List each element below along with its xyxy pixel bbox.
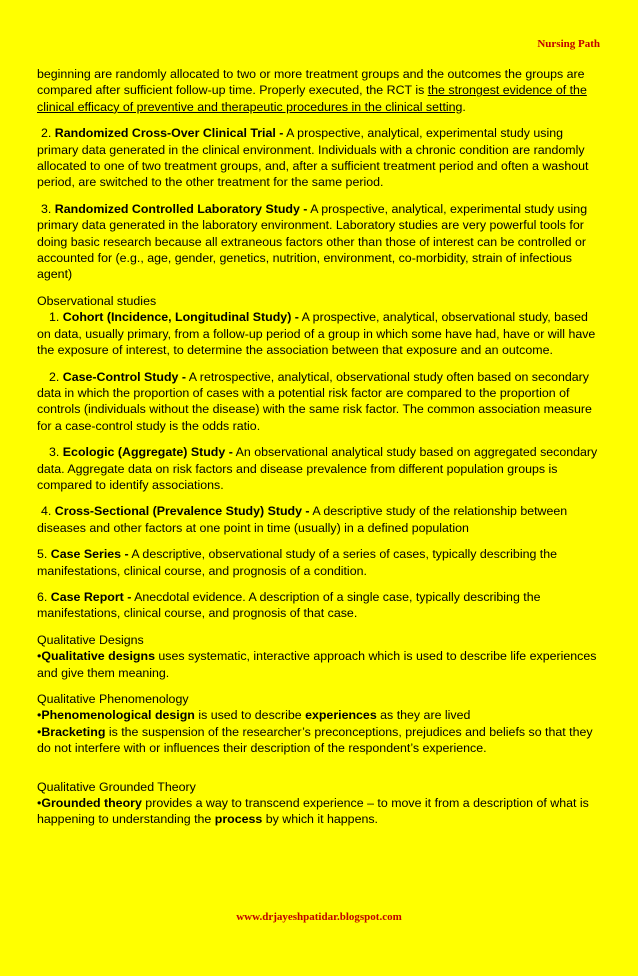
bullet-icon: •	[37, 724, 42, 739]
bullet-icon: •	[37, 796, 42, 811]
item-case-control: 2. Case-Control Study - A retrospective, analytical, observational study often based on secondary data in which the proportion of cases with a potential risk factor are compared to the proportion of controls (individuals without the disease) with the same risk factor. The common association measure for a case-control study is the odds ratio.	[37, 369, 592, 433]
item-case-report: 6. Case Report - Anecdotal evidence. A description of a single case, typically describing the manifestations, clinical course, and prognosis of that case.	[37, 589, 541, 621]
qualitative-section: Qualitative Designs •Qualitative designs uses systematic, interactive approach which is used to describe life experiences and give them meaning.	[37, 632, 597, 680]
section-heading: Qualitative Grounded Theory	[37, 779, 196, 794]
phenomenology-section: Qualitative Phenomenology •Phenomenological design is used to describe experiences as they are lived •Bracketing is the suspension of the researcher’s preconceptions, prejudices and beliefs so that they do not interfere with or influences their description of the respondent’s experience.	[37, 692, 593, 756]
item-cross-over: 2. Randomized Cross-Over Clinical Trial - A prospective, analytical, experimental study using primary data generated in the clinical environment. Individuals with a chronic condition are randomly allocated to one of two treatment groups, and, after a sufficient treatment period and often a washout period, are switched to the other treatment for the same period.	[37, 126, 589, 190]
intro-paragraph: beginning are randomly allocated to two or more treatment groups and the outcomes the groups are compared after sufficient follow-up time. Properly executed, the RCT is the strongest evidence of the clinical efficacy of preventive and therapeutic procedures in the clinical setting.	[37, 67, 587, 114]
underlined-text: the strongest evidence of the clinical efficacy of preventive and therapeutic procedures in the clinical setting	[37, 83, 587, 114]
observational-section: Observational studies 1. Cohort (Incidence, Longitudinal Study) - A prospective, analytical, observational study, based on data, usually primary, from a follow-up period of a group in which some have had, have or will have the exposure of interest, to determine the association between that exposure and an outcome.	[37, 293, 596, 358]
bullet-icon: •	[37, 649, 42, 664]
document-body	[37, 66, 603, 838]
item-case-series: 5. Case Series - A descriptive, observational study of a series of cases, typically describing the manifestations, clinical course, and prognosis of a condition.	[37, 547, 558, 578]
section-heading: Qualitative Designs	[37, 632, 144, 647]
section-heading: Observational studies	[37, 293, 157, 308]
section-heading: Qualitative Phenomenology	[37, 692, 189, 706]
item-lab-study: 3. Randomized Controlled Laboratory Study - A prospective, analytical, experimental study using primary data generated in the laboratory environment. Laboratory studies are very powerful tools for doing basic research because all extraneous factors other than those of interest can be controlled or accounted for (e.g., age, gender, genetics, nutrition, environment, co-morbidity, strain of infectious agent)	[37, 201, 588, 282]
footer-url: www.drjayeshpatidar.blogspot.com	[236, 911, 402, 923]
item-cross-sectional: 4. Cross-Sectional (Prevalence Study) Study - A descriptive study of the relationship between diseases and other factors at one point in time (usually) in a defined population	[37, 504, 568, 535]
item-ecologic: 3. Ecologic (Aggregate) Study - An observational analytical study based on aggregated secondary data. Aggregate data on risk factors and disease prevalence from different population groups is compared to identify associations.	[37, 445, 598, 492]
grounded-section: Qualitative Grounded Theory •Grounded theory provides a way to transcend experience – to move it from a description of what is happening to understanding the process by which it happens.	[37, 779, 589, 827]
bullet-icon: •	[37, 708, 42, 723]
header-title: Nursing Path	[537, 38, 600, 50]
